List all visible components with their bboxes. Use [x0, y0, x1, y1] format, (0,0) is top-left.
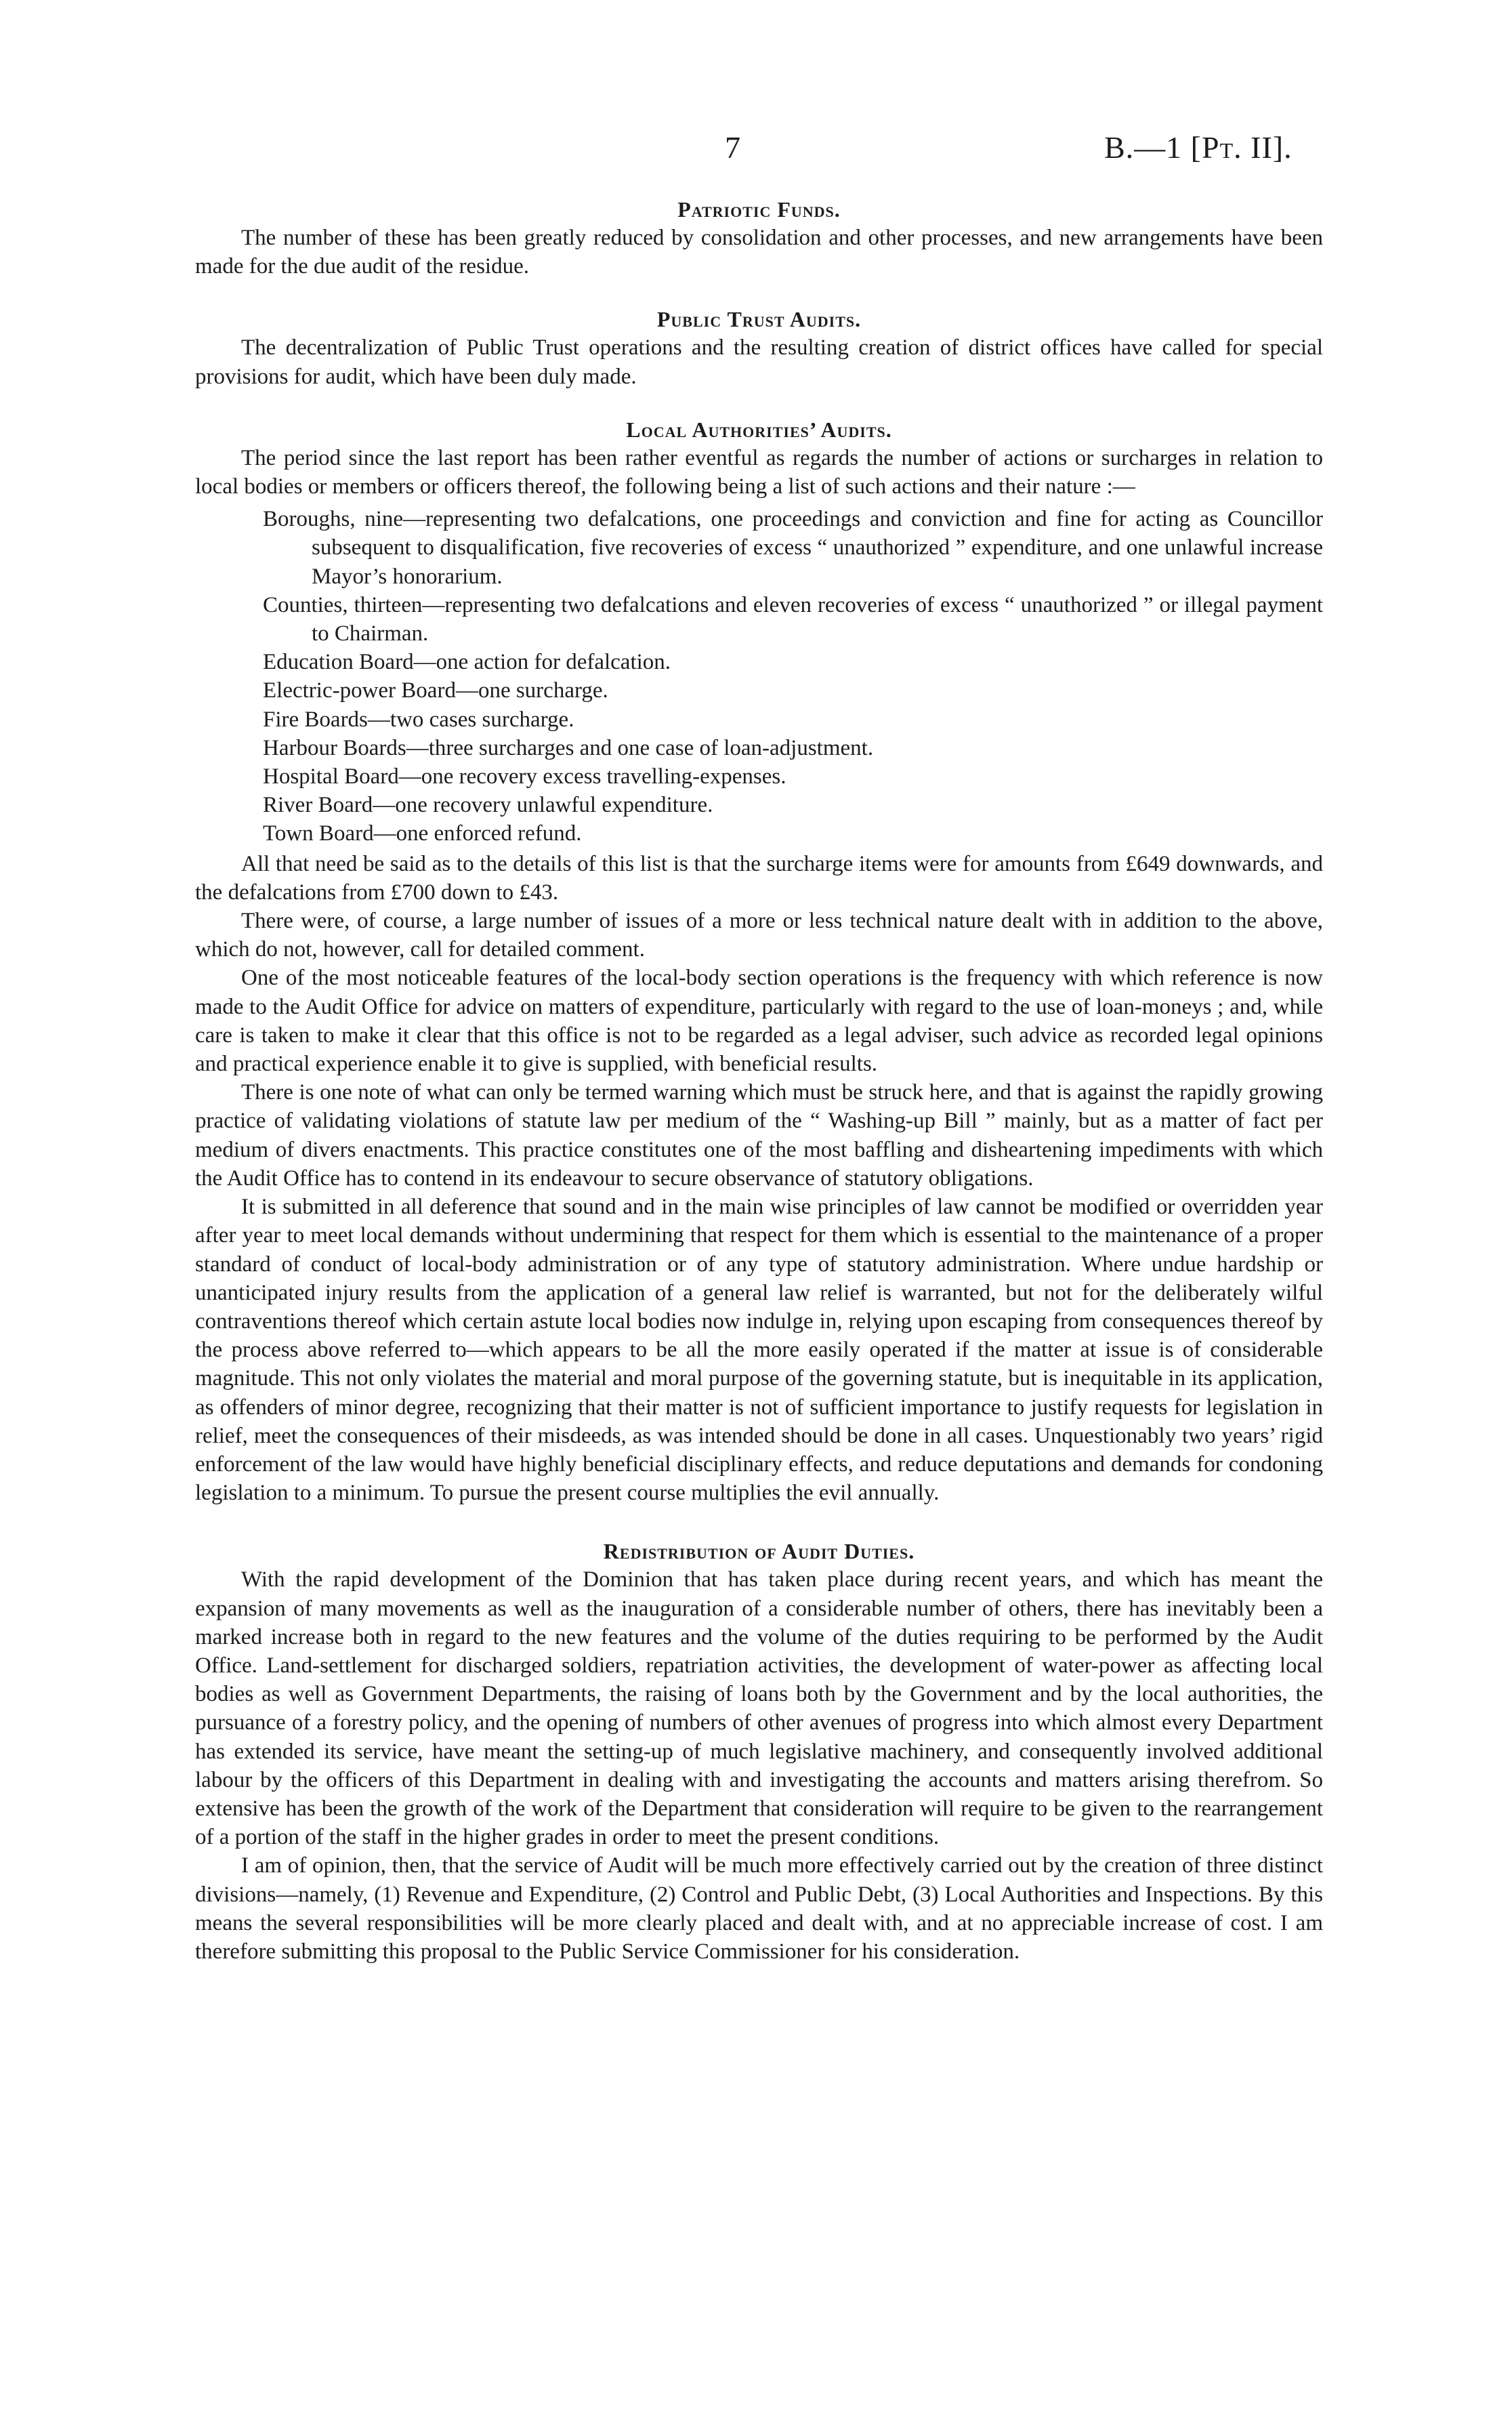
document-reference [1104, 129, 1293, 167]
paragraph: One of the most noticeable features of the local-body section operations is the frequency with which reference is now made to the Audit Office for advice on matters of expenditure, particularly with regard to the use of loan-moneys ; and, while care is taken to make it clear that this office is not to be regarded as a legal adviser, such advice as recorded legal opinions and practical experience enable it to give is supplied, with beneficial results. [195, 966, 1323, 1077]
actions-list [195, 505, 1323, 848]
paragraph: The period since the last report has been rather eventful as regards the number of actions or surcharges in relation to local bodies or members or officers thereof, the following being a list of such actions and their nature :— [195, 445, 1323, 499]
doc-ref-main: B.—1 [ [1104, 130, 1202, 165]
list-item: Harbour Boards—three surcharges and one case of loan-adjustment. [263, 735, 874, 760]
section-heading-redistribution-of-audit-duties: Redistribution of Audit Duties. [603, 1539, 915, 1564]
paragraph: The number of these has been greatly reduced by consolidation and other processes, and new arrangements have been made for the due audit of the residue. [195, 226, 1323, 279]
list-item: Electric-power Board—one surcharge. [263, 678, 608, 703]
list-item: Hospital Board—one recovery excess travelling-expenses. [263, 764, 786, 789]
paragraph: The decentralization of Public Trust operations and the resulting creation of district offices have called for special provisions for audit, which have been duly made. [195, 335, 1323, 389]
page-number: 7 [725, 130, 740, 165]
list-item: Boroughs, nine—representing two defalcations, one proceedings and conviction and fine for acting as Councillor subsequent to disqualification, five recoveries of excess “ unauthorized ” expenditure, and one unlawful increase Mayor’s honorarium. [263, 507, 1323, 589]
paragraph: It is submitted in all deference that sound and in the main wise principles of law cannot be modified or overridden year after year to meet local demands without undermining that respect for them which is essential to the maintenance of a proper standard of conduct of local-body administration or of any type of statutory administration. Where undue hardship or unanticipated injury results from the application of a general law relief is warranted, but not for the deliberately wilful contraventions thereof which certain astute local bodies now indulge in, relying upon escaping from consequences thereof by the process above referred to—which appears to be all the more easily operated if the matter at issue is of considerable magnitude. This not only violates the material and moral purpose of the governing statute, but is inequitable in its application, as offenders of minor degree, recognizing that their matter is not of sufficient importance to justify requests for legislation in relief, meet the consequences of their misdeeds, as was intended should be done in all cases. Unquestionably two years’ rigid enforcement of the law would have highly beneficial disciplinary effects, and reduce deputations and demands for condoning legislation to a minimum. To pursue the present course multiplies the evil annually. [195, 1195, 1323, 1506]
section-heading-local-authorities-audits: Local Authorities’ Audits. [626, 417, 892, 442]
list-item: Fire Boards—two cases surcharge. [263, 707, 574, 732]
list-item: Town Board—one enforced refund. [263, 821, 582, 846]
paragraph: All that need be said as to the details of this list is that the surcharge items were for amounts from £649 downwards, and the defalcations from £700 down to £43. [195, 851, 1323, 905]
list-item: River Board—one recovery unlawful expenditure. [263, 793, 713, 818]
doc-ref-number: II]. [1242, 130, 1293, 165]
document-body [195, 195, 1323, 1966]
paragraph: I am of opinion, then, that the service of Audit will be much more effectively carried out by the creation of three distinct divisions—namely, (1) Revenue and Expenditure, (2) Control and Public Debt, (3) Local Authorities and Inspections. By this means the several responsibilities will be more clearly placed and dealt with, and at no appreciable increase of cost. I am therefore submitting this proposal to the Public Service Commissioner for his consideration. [195, 1853, 1323, 1964]
list-item: Counties, thirteen—representing two defalcations and eleven recoveries of excess “ unauthorized ” or illegal payment to Chairman. [263, 592, 1323, 646]
section-heading-patriotic-funds: Patriotic Funds. [677, 197, 841, 222]
list-item: Education Board—one action for defalcation. [263, 650, 671, 675]
section-heading-public-trust-audits: Public Trust Audits. [656, 307, 862, 332]
paragraph: There were, of course, a large number of issues of a more or less technical nature dealt with in addition to the above, which do not, however, call for detailed comment. [195, 909, 1323, 962]
doc-ref-part: Pt. [1202, 130, 1242, 165]
paragraph: There is one note of what can only be termed warning which must be struck here, and that is against the rapidly growing practice of validating violations of statute law per medium of the “ Washing-up Bill ” mainly, but as a matter of fact per medium of divers enactments. This practice constitutes one of the most baffling and disheartening impediments with which the Audit Office has to contend in its endeavour to secure observance of statutory obligations. [195, 1080, 1323, 1191]
paragraph: With the rapid development of the Dominion that has taken place during recent years, and which has meant the expansion of many movements as well as the inauguration of a considerable number of others, there has inevitably been a marked increase both in regard to the new features and the volume of the duties requiring to be performed by the Audit Office. Land-settlement for discharged soldiers, repatriation activities, the development of water-power as affecting local bodies as well as Government Departments, the raising of loans both by the Government and by the local authorities, the pursuance of a forestry policy, and the opening of numbers of other avenues of progress into which almost every Department has extended its service, have meant the setting-up of much legislative machinery, and consequently involved additional labour by the officers of this Department in dealing with and investigating the accounts and matters arising therefrom. So extensive has been the growth of the work of the Department that consideration will require to be given to the rearrangement of a portion of the staff in the higher grades in order to meet the present conditions. [195, 1567, 1323, 1850]
